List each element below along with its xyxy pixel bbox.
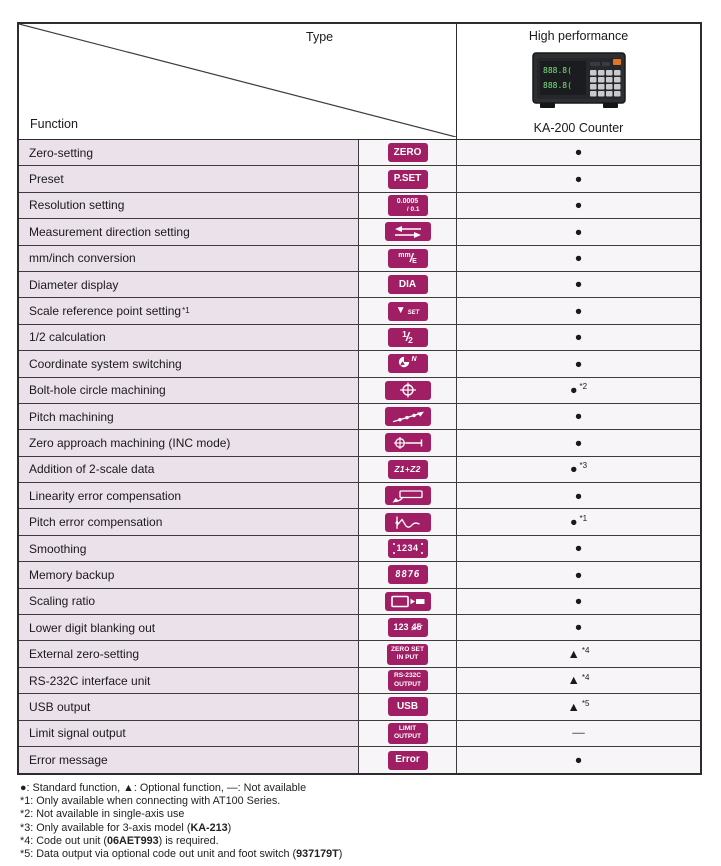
mm-inch-badge: mm / E: [388, 249, 428, 268]
availability-cell: [457, 721, 700, 746]
availability-cell: [457, 430, 700, 455]
type-header-label: Type: [306, 30, 334, 44]
function-badge-cell: [359, 509, 457, 534]
availability-symbol: ●: [574, 594, 583, 609]
availability-symbol: ●: [574, 356, 583, 371]
table-row: [19, 219, 700, 245]
table-row: [19, 509, 700, 535]
function-badge-cell: [359, 298, 457, 323]
availability-symbol: ●: [569, 514, 578, 529]
rs232c-badge: RS-232C OUTPUT: [388, 670, 428, 691]
availability-cell: [457, 140, 700, 165]
pitch-machining-icon: [385, 407, 431, 426]
function-badge-cell: [359, 483, 457, 508]
availability-symbol: ●: [574, 620, 583, 635]
availability-symbol: ●: [574, 541, 583, 556]
table-row: [19, 483, 700, 509]
function-label-cell: Measurement direction setting: [19, 219, 359, 244]
availability-symbol: ●: [574, 567, 583, 582]
availability-symbol: ●: [574, 251, 583, 265]
footnote-line: *3: Only available for 3-axis model (KA-213): [20, 821, 232, 834]
availability-symbol: ●: [569, 382, 578, 397]
availability-cell: [457, 272, 700, 297]
availability-symbol: ●: [574, 303, 583, 318]
availability-cell: [457, 404, 700, 429]
function-badge-cell: [359, 219, 457, 244]
usb-badge: USB: [388, 697, 428, 716]
availability-cell: [457, 193, 700, 218]
function-label-cell: Smoothing: [19, 536, 359, 561]
table-row: [19, 351, 700, 377]
function-badge-cell: [359, 668, 457, 693]
function-label-cell: Bolt-hole circle machining: [19, 378, 359, 403]
table-row: [19, 430, 700, 456]
availability-cell: [457, 562, 700, 587]
function-badge-cell: [359, 404, 457, 429]
function-badge-cell: [359, 351, 457, 376]
half-badge: 1 / 2: [388, 328, 428, 347]
function-badge-cell: [359, 272, 457, 297]
function-label-cell: Zero approach machining (INC mode): [19, 430, 359, 455]
function-badge-cell: [359, 457, 457, 482]
function-header-label: Function: [30, 117, 78, 131]
table-row: [19, 668, 700, 694]
availability-symbol: ●: [574, 409, 583, 424]
function-badge-cell: [359, 721, 457, 746]
availability-cell: [457, 219, 700, 244]
bolt-hole-icon: [385, 381, 431, 400]
function-label-cell: Scaling ratio: [19, 589, 359, 614]
function-badge-cell: [359, 193, 457, 218]
pitch-error-icon: [385, 513, 431, 532]
coord-switch-icon: N: [388, 354, 428, 373]
svg-text:888.8(: 888.8(: [542, 80, 572, 90]
function-badge-cell: [359, 166, 457, 191]
table-row: [19, 615, 700, 641]
function-label-cell: 1/2 calculation: [19, 325, 359, 350]
table-row: [19, 193, 700, 219]
availability-cell: ▲ *4: [457, 641, 700, 666]
table-header: [19, 24, 700, 140]
function-badge-cell: [359, 589, 457, 614]
digit-blank-badge: 123 45: [388, 618, 428, 637]
dia-badge: DIA: [388, 275, 428, 294]
diagonal-divider: [19, 24, 456, 137]
function-badge-cell: [359, 694, 457, 719]
availability-cell: ● *2: [457, 378, 700, 403]
availability-symbol: ▲: [567, 646, 580, 661]
availability-cell: ● *3: [457, 457, 700, 482]
availability-cell: [457, 298, 700, 323]
function-label-cell: USB output: [19, 694, 359, 719]
function-label-cell: Memory backup: [19, 562, 359, 587]
function-spec-table: [17, 22, 702, 775]
availability-cell: [457, 166, 700, 191]
availability-cell: [457, 589, 700, 614]
zero-approach-icon: [385, 433, 431, 452]
high-performance-label: High performance: [528, 29, 629, 43]
legend-line: ●: Standard function, ▲: Optional function, —: Not available: [20, 782, 307, 794]
function-label-cell: Error message: [19, 747, 359, 773]
availability-symbol: ●: [574, 224, 583, 239]
function-badge-cell: [359, 747, 457, 773]
function-label-cell: Resolution setting: [19, 193, 359, 218]
table-row: [19, 694, 700, 720]
function-label-cell: Lower digit blanking out: [19, 615, 359, 640]
availability-cell: [457, 536, 700, 561]
availability-symbol: ●: [574, 145, 583, 160]
function-label-cell: External zero-setting: [19, 641, 359, 666]
table-row: [19, 378, 700, 404]
ext-zero-badge: ZERO SET IN PUT: [387, 644, 428, 665]
error-badge: Error: [388, 751, 428, 770]
footnote-line: *4: Code out unit (06AET993) is required.: [20, 834, 219, 847]
availability-cell: ▲ *4: [457, 668, 700, 693]
ref-point-badge: ▼ SET: [388, 302, 428, 321]
function-label-cell: Diameter display: [19, 272, 359, 297]
function-label-cell: mm/inch conversion: [19, 246, 359, 271]
table-row: [19, 536, 700, 562]
availability-cell: [457, 246, 700, 271]
availability-symbol: ●: [574, 488, 583, 503]
availability-cell: ● *1: [457, 509, 700, 534]
direction-icon: [385, 222, 431, 241]
footnotes-block: [20, 782, 342, 861]
availability-cell: [457, 325, 700, 350]
availability-symbol: ●: [574, 435, 583, 450]
function-badge-cell: [359, 246, 457, 271]
availability-cell: [457, 747, 700, 773]
function-label-cell: RS-232C interface unit: [19, 668, 359, 693]
function-label-cell: Pitch error compensation: [19, 509, 359, 534]
availability-symbol: ●: [574, 752, 583, 767]
function-badge-cell: [359, 430, 457, 455]
table-row: [19, 747, 700, 773]
memory-backup-badge: 8876: [388, 565, 428, 584]
function-label-cell: Limit signal output: [19, 721, 359, 746]
table-row: [19, 641, 700, 667]
availability-symbol: ●: [574, 277, 583, 292]
preset-badge: P.SET: [388, 170, 428, 189]
limit-badge: LIMIT OUTPUT: [388, 723, 428, 744]
function-label-cell: Linearity error compensation: [19, 483, 359, 508]
table-row: [19, 589, 700, 615]
function-label-cell: Scale reference point setting *1: [19, 298, 359, 323]
availability-symbol: ▲: [567, 699, 580, 714]
availability-symbol: ●: [574, 198, 583, 213]
model-name-label: KA-200 Counter: [533, 121, 624, 135]
function-label-cell: Preset: [19, 166, 359, 191]
availability-symbol: ●: [569, 462, 578, 477]
table-row: [19, 272, 700, 298]
table-row: [19, 246, 700, 272]
svg-text:888.8(: 888.8(: [542, 65, 572, 75]
footnote-line: *5: Data output via optional code out unit and foot switch (937179T): [20, 848, 343, 861]
footnote-line: *1: Only available when connecting with AT100 Series.: [20, 795, 281, 808]
table-row: [19, 457, 700, 483]
scaling-icon: [385, 592, 431, 611]
function-badge-cell: [359, 641, 457, 666]
function-badge-cell: [359, 325, 457, 350]
function-badge-cell: [359, 140, 457, 165]
availability-cell: [457, 483, 700, 508]
table-row: [19, 562, 700, 588]
function-badge-cell: [359, 378, 457, 403]
availability-symbol: ●: [574, 171, 583, 186]
function-badge-cell: [359, 562, 457, 587]
table-row: [19, 325, 700, 351]
table-row: [19, 140, 700, 166]
availability-symbol: ▲: [567, 673, 580, 688]
function-label-cell: Coordinate system switching: [19, 351, 359, 376]
function-badge-cell: [359, 615, 457, 640]
function-label-cell: Addition of 2-scale data: [19, 457, 359, 482]
function-badge-cell: [359, 536, 457, 561]
footnote-line: *2: Not available in single-axis use: [20, 808, 185, 821]
availability-cell: [457, 351, 700, 376]
resolution-badge: 0.0005 / 0.1: [388, 195, 428, 216]
table-row: [19, 404, 700, 430]
smoothing-badge: 1234: [388, 539, 428, 558]
function-label-cell: Pitch machining: [19, 404, 359, 429]
availability-symbol: —: [572, 726, 585, 741]
table-row: [19, 721, 700, 747]
zero-badge: ZERO: [388, 143, 428, 162]
table-body: [19, 140, 700, 773]
linearity-comp-icon: [385, 486, 431, 505]
availability-cell: [457, 615, 700, 640]
header-model-cell: [457, 24, 700, 139]
availability-symbol: ●: [574, 330, 583, 345]
table-row: [19, 298, 700, 324]
function-label-cell: Zero-setting: [19, 140, 359, 165]
z1z2-badge: Z1+Z2: [388, 460, 428, 479]
availability-cell: ▲ *5: [457, 694, 700, 719]
header-type-function-cell: [19, 24, 457, 139]
ka-200-counter-image: [530, 50, 628, 115]
table-row: [19, 166, 700, 192]
